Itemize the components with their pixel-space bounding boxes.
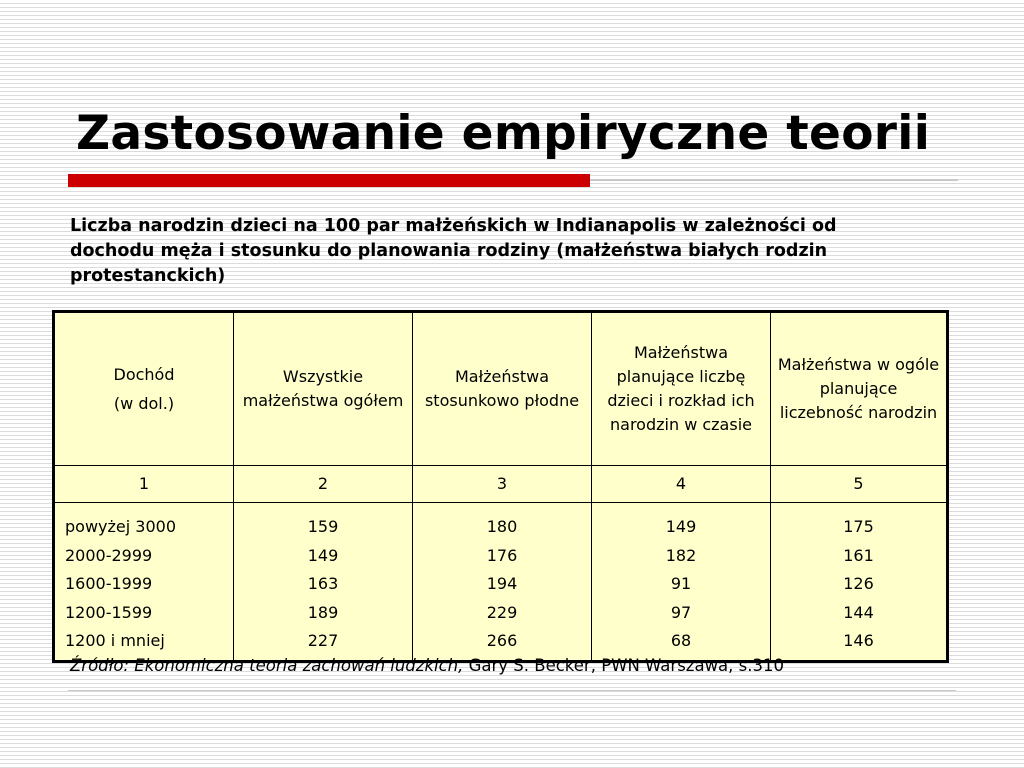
table-cell: 182 (665, 545, 697, 565)
table-cell: 1600-1999 (65, 574, 153, 594)
column-number: 2 (234, 466, 413, 503)
source-author: Gary S. Becker, PWN Warszawa, s.310 (463, 656, 784, 675)
bottom-divider-line (68, 690, 956, 691)
title-divider-line (590, 179, 958, 181)
table-cell: 97 (670, 602, 692, 622)
table-cell: 1200 i mniej (65, 631, 165, 651)
table-cell: 163 (307, 574, 339, 594)
table-cell: 91 (670, 574, 692, 594)
values-all-marriages (234, 503, 413, 660)
header-planning-number: Małżeństwa w ogóle planujące liczebność narodzin (771, 313, 946, 466)
table-cell: 161 (843, 545, 874, 565)
header-planning-timing: Małżeństwa planujące liczbę dzieci i rozkład ich narodzin w czasie (592, 313, 771, 466)
column-number: 1 (55, 466, 234, 503)
income-brackets (55, 503, 234, 660)
source-note (70, 656, 970, 675)
table-cell: 176 (486, 545, 518, 565)
values-fertile-marriages (413, 503, 592, 660)
title-accent-bar (68, 174, 590, 187)
source-title: Źródło: Ekonomiczna teoria zachowań ludzkich, (70, 656, 464, 675)
table-cell: 2000-2999 (65, 545, 153, 565)
header-income-unit: (w dol.) (113, 394, 175, 413)
table-cell: 159 (307, 517, 339, 536)
table-cell: 229 (486, 602, 518, 622)
header-income (55, 313, 234, 466)
table-cell: 189 (307, 602, 339, 622)
column-number: 4 (592, 466, 771, 503)
births-table (52, 310, 949, 663)
column-number: 5 (771, 466, 946, 503)
values-planning-number (771, 503, 946, 660)
table-cell: 68 (670, 631, 692, 651)
table-cell: 227 (307, 631, 339, 651)
table-cell: 149 (307, 545, 339, 565)
table-cell: 180 (486, 517, 518, 536)
table-cell: 194 (486, 574, 518, 594)
table-cell: 175 (843, 517, 874, 536)
column-number: 3 (413, 466, 592, 503)
table-cell: 149 (665, 517, 697, 536)
table-caption: Liczba narodzin dzieci na 100 par małżeńskich w Indianapolis w zależności od dochodu męża i stosunku do planowania rodziny (małżeństwa białych rodzin protestanckich) (70, 216, 837, 286)
header-income-label: Dochód (113, 365, 175, 384)
table-cell: 266 (486, 631, 518, 651)
table-cell: 144 (843, 602, 874, 622)
header-all-marriages: Wszystkie małżeństwa ogółem (234, 313, 413, 466)
table-cell: powyżej 3000 (65, 517, 176, 536)
slide-title: Zastosowanie empiryczne teorii (76, 106, 931, 161)
table-cell: 146 (843, 631, 874, 651)
header-fertile-marriages: Małżeństwa stosunkowo płodne (413, 313, 592, 466)
table-cell: 126 (843, 574, 874, 594)
table-cell: 1200-1599 (65, 602, 153, 622)
values-planning-timing (592, 503, 771, 660)
